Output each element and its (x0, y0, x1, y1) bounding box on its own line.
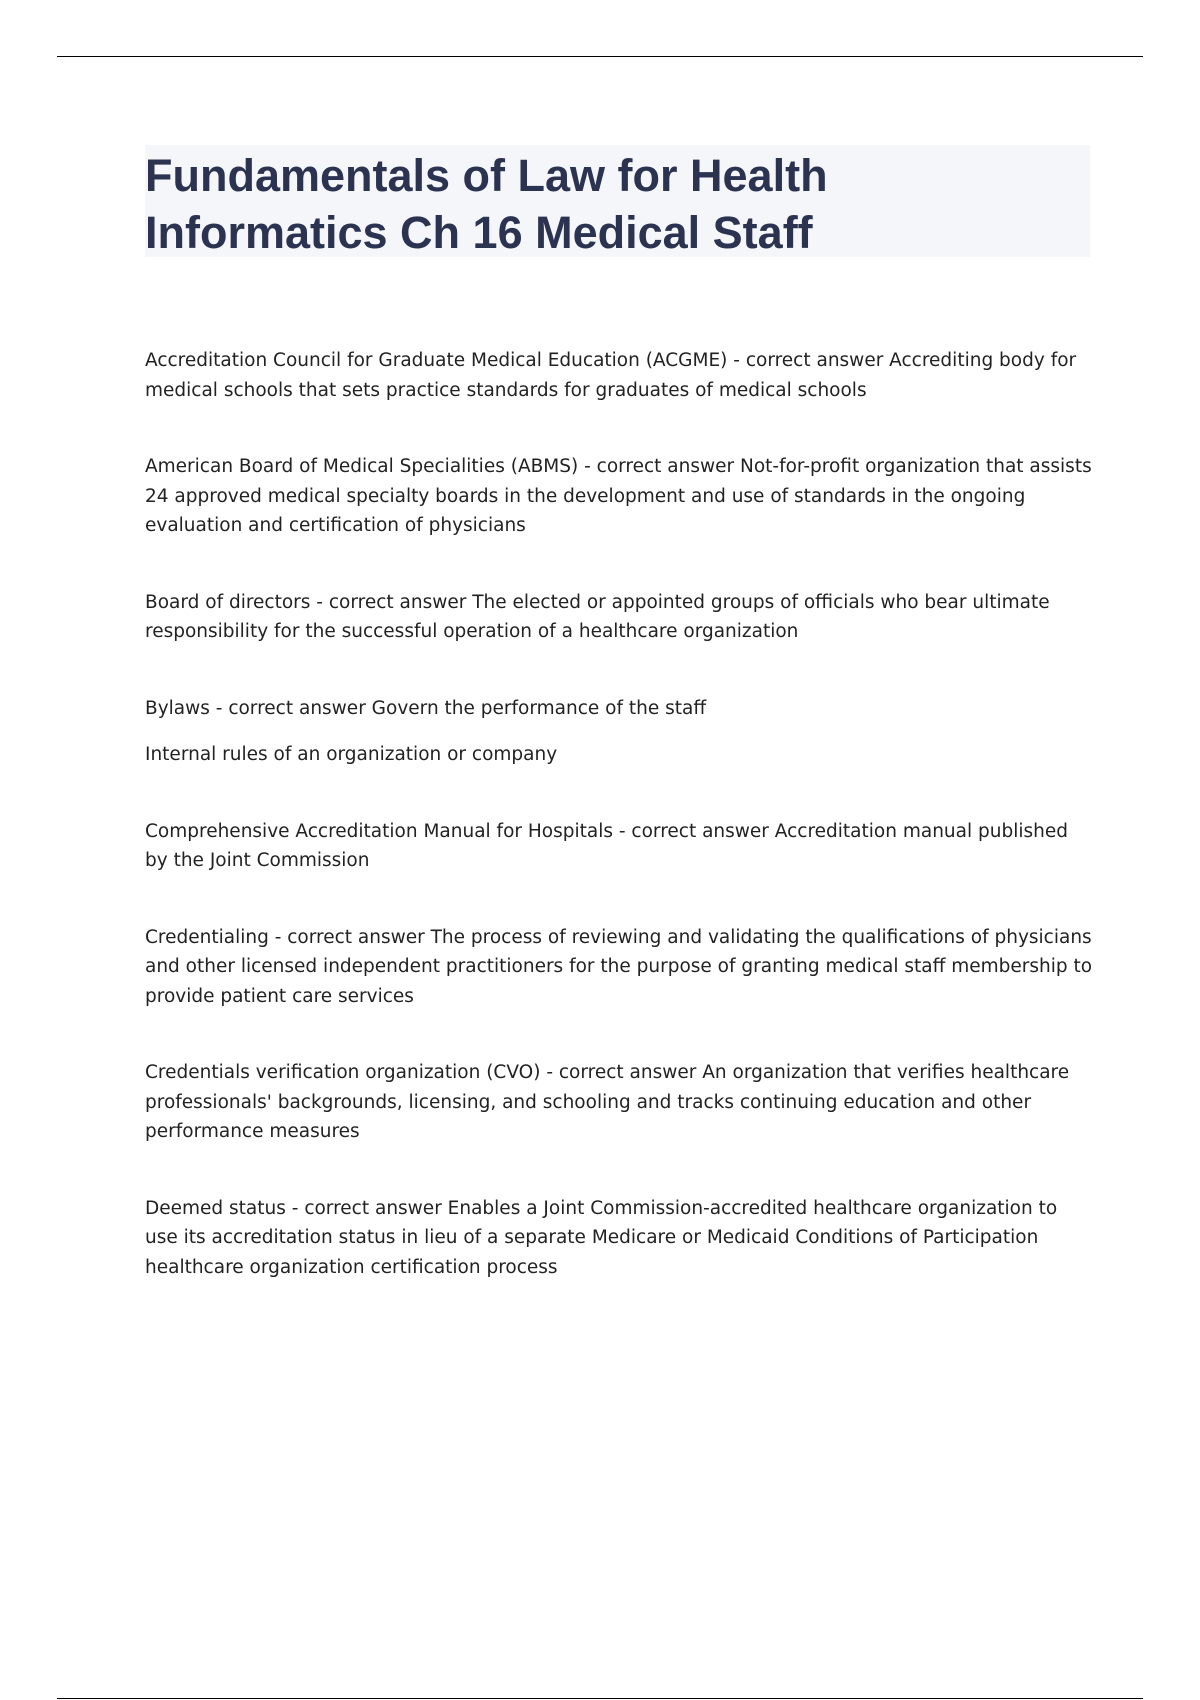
entries-list (145, 346, 1095, 1329)
entry-text: Bylaws - correct answer Govern the performance of the staff (145, 697, 707, 719)
bottom-rule (57, 1698, 1143, 1699)
entry-board-of-directors (145, 588, 1095, 647)
entry-text: Deemed status - correct answer Enables a Joint Commission-accredited healthcare organization to use its accreditation status in lieu of a separate Medicare or Medicaid Conditions of Participation healthcare organization certification process (145, 1197, 1058, 1278)
title-block (145, 145, 1090, 257)
top-rule (57, 56, 1143, 57)
entry-accreditation-manual (145, 817, 1095, 876)
entry-text: Credentialing - correct answer The process of reviewing and validating the qualifications of physicians and other licensed independent practitioners for the purpose of granting medical staff membership to provide patient care services (145, 926, 1093, 1007)
entry-text: Board of directors - correct answer The elected or appointed groups of officials who bear ultimate responsibility for the successful operation of a healthcare organization (145, 591, 1050, 642)
entry-text-continued: Internal rules of an organization or company (145, 744, 558, 765)
entry-abms (145, 452, 1095, 541)
entry-text: Accreditation Council for Graduate Medical Education (ACGME) - correct answer Accrediting body for medical schools that sets practice standards for graduates of medical schools (145, 350, 1077, 401)
document-title: Fundamentals of Law for Health Informatics Ch 16 Medical Staff (145, 150, 828, 258)
entry-cvo (145, 1058, 1095, 1147)
entry-text: Credentials verification organization (CVO) - correct answer An organization that verifies healthcare professionals' backgrounds, licensing, and schooling and tracks continuing education and other performance measures (145, 1062, 1070, 1142)
entry-deemed-status (145, 1194, 1095, 1283)
entry-bylaws (145, 694, 1095, 770)
entry-text: Comprehensive Accreditation Manual for Hospitals - correct answer Accreditation manual published by the Joint Commission (145, 820, 1068, 871)
entry-acgme (145, 346, 1095, 405)
entry-credentialing (145, 923, 1095, 1012)
entry-text: American Board of Medical Specialities (ABMS) - correct answer Not-for-profit organization that assists 24 approved medical specialty boards in the development and use of standards in the ongoing evaluation and certification of physicians (145, 456, 1092, 536)
